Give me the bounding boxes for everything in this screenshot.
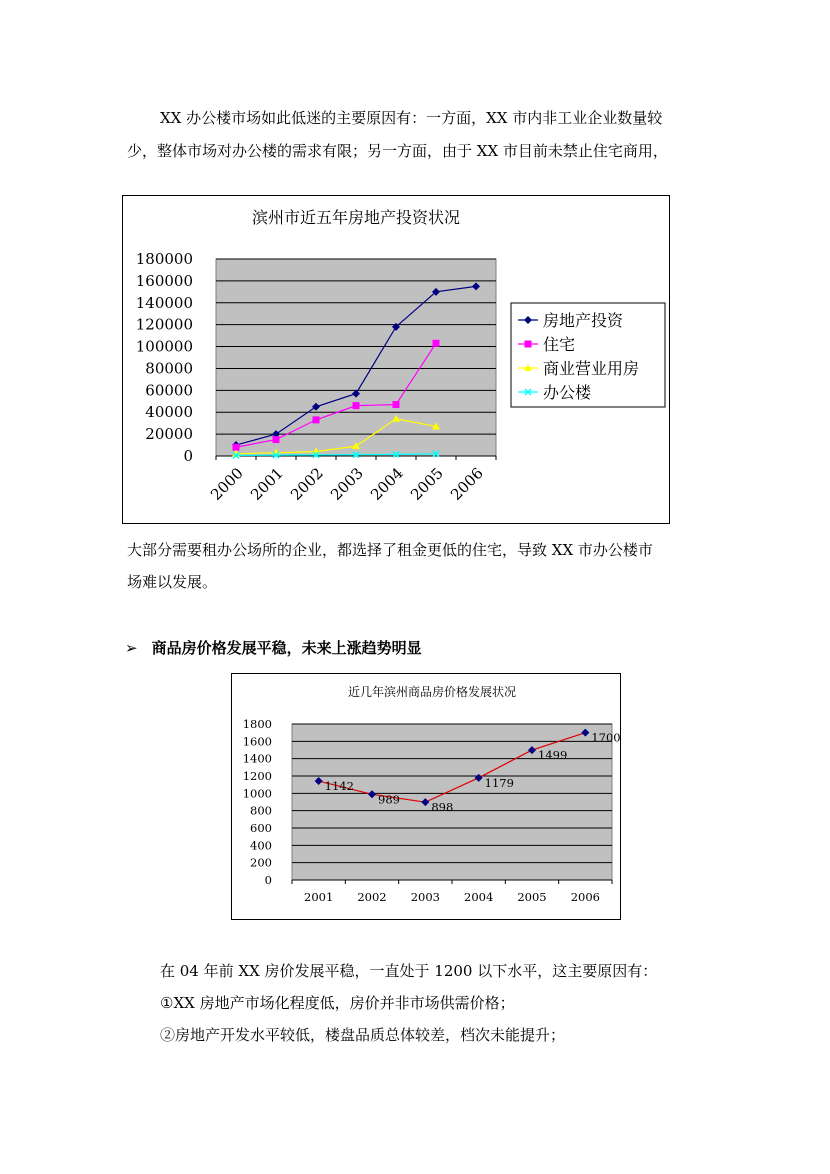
paragraph-3-line-2: ①XX 房地产市场化程度低，房价并非市场供需价格； <box>160 994 515 1012</box>
x-tick-label: 2003 <box>327 464 367 504</box>
paragraph-1-line-1: XX 办公楼市场如此低迷的主要原因有：一方面，XX 市内非工业企业数量较 <box>160 109 663 127</box>
x-tick-label: 2006 <box>570 890 600 904</box>
paragraph-3-line-1: 在 04 年前 XX 房价发展平稳，一直处于 1200 以下水平，这主要原因有： <box>160 962 658 980</box>
paragraph-2-line-1: 大部分需要租办公场所的企业，都选择了租金更低的住宅，导致 XX 市办公楼市 <box>127 541 653 559</box>
paragraph-2-line-2: 场难以发展。 <box>127 573 218 591</box>
data-label: 1700 <box>591 730 620 745</box>
chart-title: 近几年滨州商品房价格发展状况 <box>347 685 517 699</box>
x-tick-label: 2004 <box>367 464 407 504</box>
y-tick-label: 40000 <box>145 403 193 422</box>
y-tick-label: 140000 <box>135 293 193 312</box>
y-tick-label: 200 <box>250 855 272 870</box>
y-tick-label: 120000 <box>135 315 193 334</box>
x-tick-label: 2005 <box>407 464 447 504</box>
data-point <box>433 340 440 347</box>
price-chart-svg <box>232 674 620 919</box>
y-tick-label: 80000 <box>145 359 193 378</box>
data-label: 1142 <box>324 779 354 794</box>
section-heading <box>125 637 422 658</box>
section-heading-text: 商品房价格发展平稳，未来上涨趋势明显 <box>151 639 422 657</box>
x-tick-label: 2003 <box>410 890 440 904</box>
y-tick-label: 100000 <box>135 337 193 356</box>
y-tick-label: 160000 <box>135 271 193 290</box>
data-point <box>393 401 400 408</box>
investment-chart <box>122 195 670 524</box>
y-tick-label: 1800 <box>242 717 272 731</box>
x-tick-label: 2006 <box>447 464 487 504</box>
data-point <box>233 444 240 451</box>
data-point <box>313 416 320 423</box>
x-tick-label: 2000 <box>207 464 247 504</box>
paragraph-1-line-2: 少，整体市场对办公楼的需求有限；另一方面，由于 XX 市目前未禁止住宅商用， <box>127 142 668 160</box>
y-tick-label: 1000 <box>242 786 272 801</box>
data-label: 989 <box>378 792 400 807</box>
y-tick-label: 600 <box>250 821 272 835</box>
x-tick-label: 2001 <box>247 464 287 504</box>
data-label: 1499 <box>538 748 568 763</box>
legend-label: 商业营业用房 <box>543 359 640 378</box>
legend-label: 房地产投资 <box>543 311 624 330</box>
x-tick-label: 2005 <box>517 890 547 904</box>
data-label: 898 <box>431 800 454 815</box>
plot-area <box>216 259 496 456</box>
arrow-bullet-icon: ➢ <box>125 639 138 657</box>
y-tick-label: 1600 <box>242 734 272 749</box>
data-point <box>353 402 360 409</box>
y-tick-label: 800 <box>250 803 272 818</box>
chart-title: 滨州市近五年房地产投资状况 <box>251 208 461 227</box>
y-tick-label: 0 <box>264 873 272 887</box>
y-tick-label: 1400 <box>242 751 272 766</box>
y-tick-label: 0 <box>183 447 193 465</box>
x-tick-label: 2004 <box>464 890 494 904</box>
x-tick-label: 2002 <box>357 890 387 904</box>
data-point <box>273 436 280 443</box>
data-label: 1179 <box>484 775 514 790</box>
y-tick-label: 180000 <box>135 250 193 268</box>
legend-marker <box>525 341 532 348</box>
y-tick-label: 1200 <box>242 769 272 783</box>
paragraph-3-line-3: ②房地产开发水平较低，楼盘品质总体较差，档次未能提升； <box>160 1026 566 1044</box>
investment-chart-svg <box>123 196 669 523</box>
y-tick-label: 20000 <box>145 425 193 444</box>
y-tick-label: 400 <box>250 838 272 853</box>
price-chart <box>231 673 621 920</box>
y-tick-label: 60000 <box>145 381 193 400</box>
legend-label: 办公楼 <box>543 383 592 402</box>
x-tick-label: 2001 <box>304 890 334 904</box>
legend-label: 住宅 <box>543 335 576 354</box>
x-tick-label: 2002 <box>287 464 327 504</box>
